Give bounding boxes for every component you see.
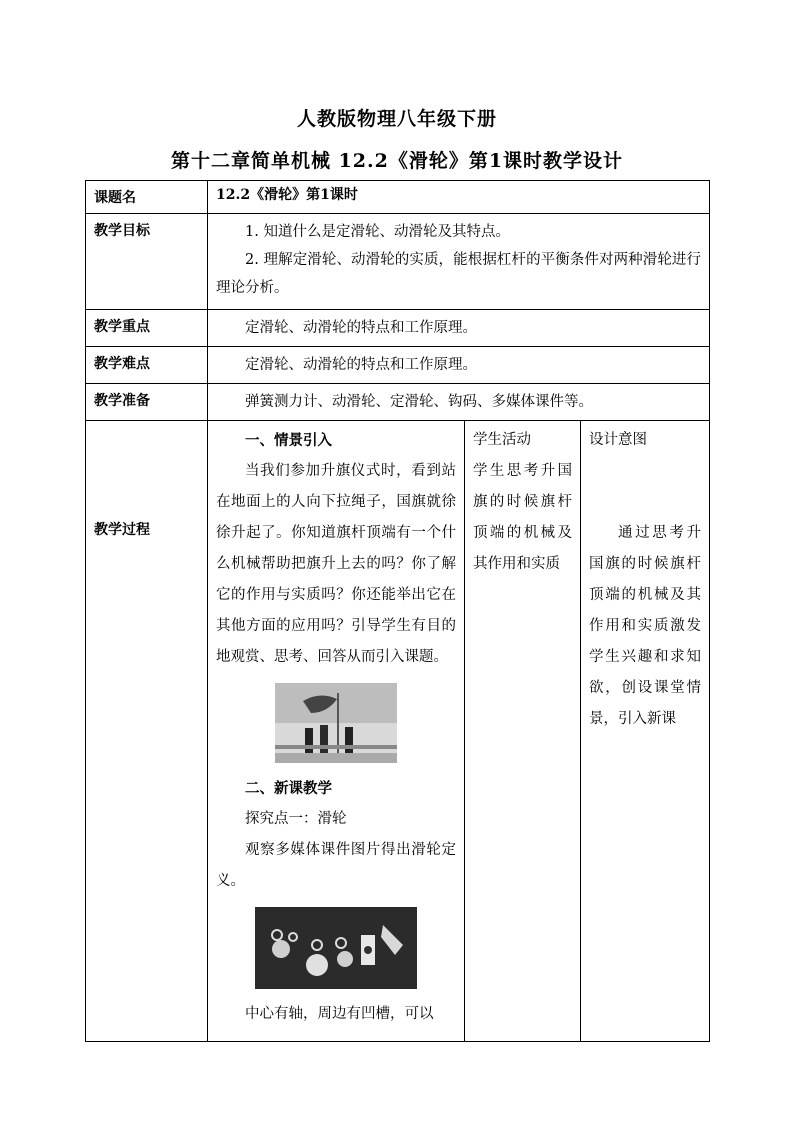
section1-text: 当我们参加升旗仪式时，看到站在地面上的人向下拉绳子，国旗就徐徐升起了。你知道旗杆顶端有一个什么机械帮助把旗升上去的吗？你了解它的作用与实质吗？你还能举出它在其他方面的应用吗？引导学生有目的地观赏、思考、回答从而引入课题。: [216, 463, 456, 665]
explore-point-1: 探究点一：滑轮: [245, 811, 347, 827]
section1-heading: 一、情景引入: [245, 432, 332, 449]
goal-item-2: 2. 理解定滑轮、动滑轮的实质，能根据杠杆的平衡条件对两种滑轮进行理论分析。: [216, 252, 702, 296]
topic-value: 12.2《滑轮》第1课时: [208, 181, 710, 214]
goal-item-1: 1. 知道什么是定滑轮、动滑轮及其特点。: [245, 224, 510, 240]
tail-text: 中心有轴，周边有凹槽，可以: [245, 1006, 434, 1022]
prep-value: 弹簧测力计、动滑轮、定滑轮、钩码、多媒体课件等。: [208, 384, 710, 421]
difficulty-value: 定滑轮、动滑轮的特点和工作原理。: [208, 347, 710, 384]
document-title: 人教版物理八年级下册: [296, 108, 497, 130]
design-cell: [581, 421, 710, 1042]
section2-heading: 二、新课教学: [245, 780, 332, 797]
student-heading: 学生活动: [473, 432, 531, 448]
process-cell: [208, 421, 465, 1042]
goal-label: 教学目标: [86, 214, 208, 310]
student-text: 学生思考升国旗的时候旗杆顶端的机械及其作用和实质: [473, 463, 572, 572]
difficulty-label: 教学难点: [86, 347, 208, 384]
explore-text: 观察多媒体课件图片得出滑轮定义。: [216, 842, 456, 889]
flag-raising-photo: [275, 683, 397, 763]
flag-raising-image: [275, 683, 397, 763]
document-subtitle: 第十二章简单机械 12.2《滑轮》第1课时教学设计: [170, 150, 624, 172]
goal-cell: [208, 214, 710, 310]
design-text: 通过思考升国旗的时候旗杆顶端的机械及其作用和实质激发学生兴趣和求知欲，创设课堂情景，引入新课: [589, 525, 702, 727]
pulley-image: [255, 907, 417, 989]
lesson-plan-table: [85, 180, 710, 1042]
student-cell: [465, 421, 581, 1042]
topic-label: 课题名: [86, 181, 208, 214]
design-heading: 设计意图: [589, 432, 647, 448]
prep-label: 教学准备: [86, 384, 208, 421]
pulley-photo: [255, 907, 417, 989]
key-value: 定滑轮、动滑轮的特点和工作原理。: [208, 310, 710, 347]
process-label: 教学过程: [86, 421, 208, 1042]
key-label: 教学重点: [86, 310, 208, 347]
